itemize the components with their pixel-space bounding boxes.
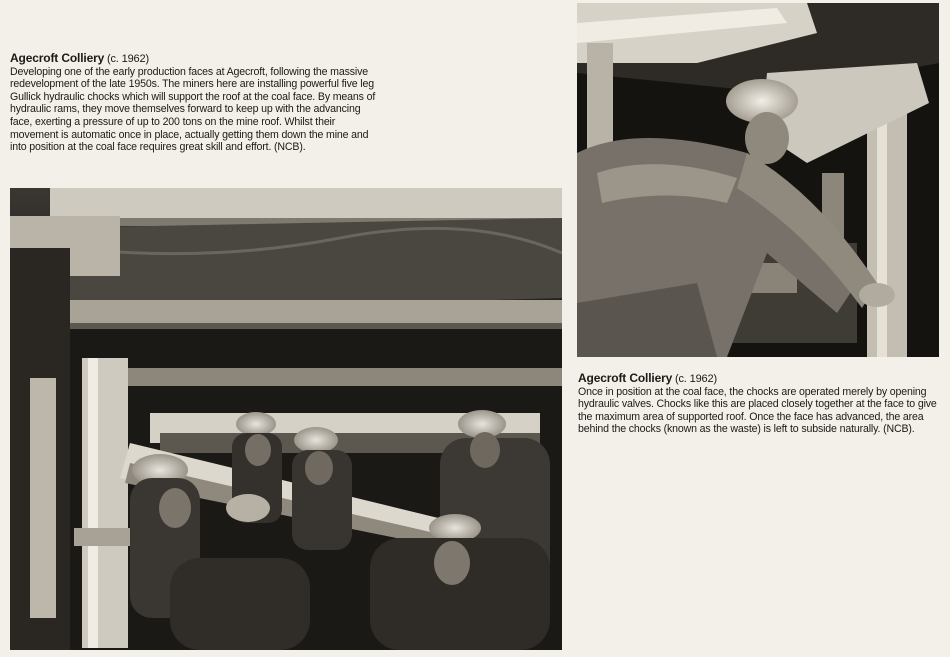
caption-left-date: (c. 1962) bbox=[106, 53, 149, 65]
photo-miner-operating-valves bbox=[577, 3, 939, 357]
caption-right-date: (c. 1962) bbox=[674, 373, 717, 385]
caption-left-body: Developing one of the early production faces at Agecroft, following the massive redevelopment of the late 1950s. The miners here are installing powerful five leg Gullick hydraulic chocks which will support the roof at the coal face. By means of hydraulic rams, they move themselves forward to keep up with the advancing face, exerting a pressure of up to 200 tons on the mine roof. Whilst their movement is automatic once in place, actually getting them down the mine and into position at the coal face requires great skill and effort. (NCB). bbox=[10, 65, 376, 154]
photo-miners-installing-chocks-image bbox=[10, 188, 562, 650]
caption-left bbox=[10, 52, 382, 154]
photo-miners-installing-chocks bbox=[10, 188, 562, 650]
photo-miner-operating-valves-image bbox=[577, 3, 939, 357]
caption-right-body: Once in position at the coal face, the chocks are operated merely by opening hydraulic valves. Chocks like this are placed closely together at the face to give the maximum area of supported roof. Once the face has advanced, the area behind the chocks (known as the waste) is left to subside naturally. (NCB). bbox=[578, 385, 937, 436]
caption-right bbox=[578, 372, 943, 436]
caption-right-title: Agecroft Colliery bbox=[578, 371, 673, 385]
caption-left-title: Agecroft Colliery bbox=[10, 51, 105, 65]
